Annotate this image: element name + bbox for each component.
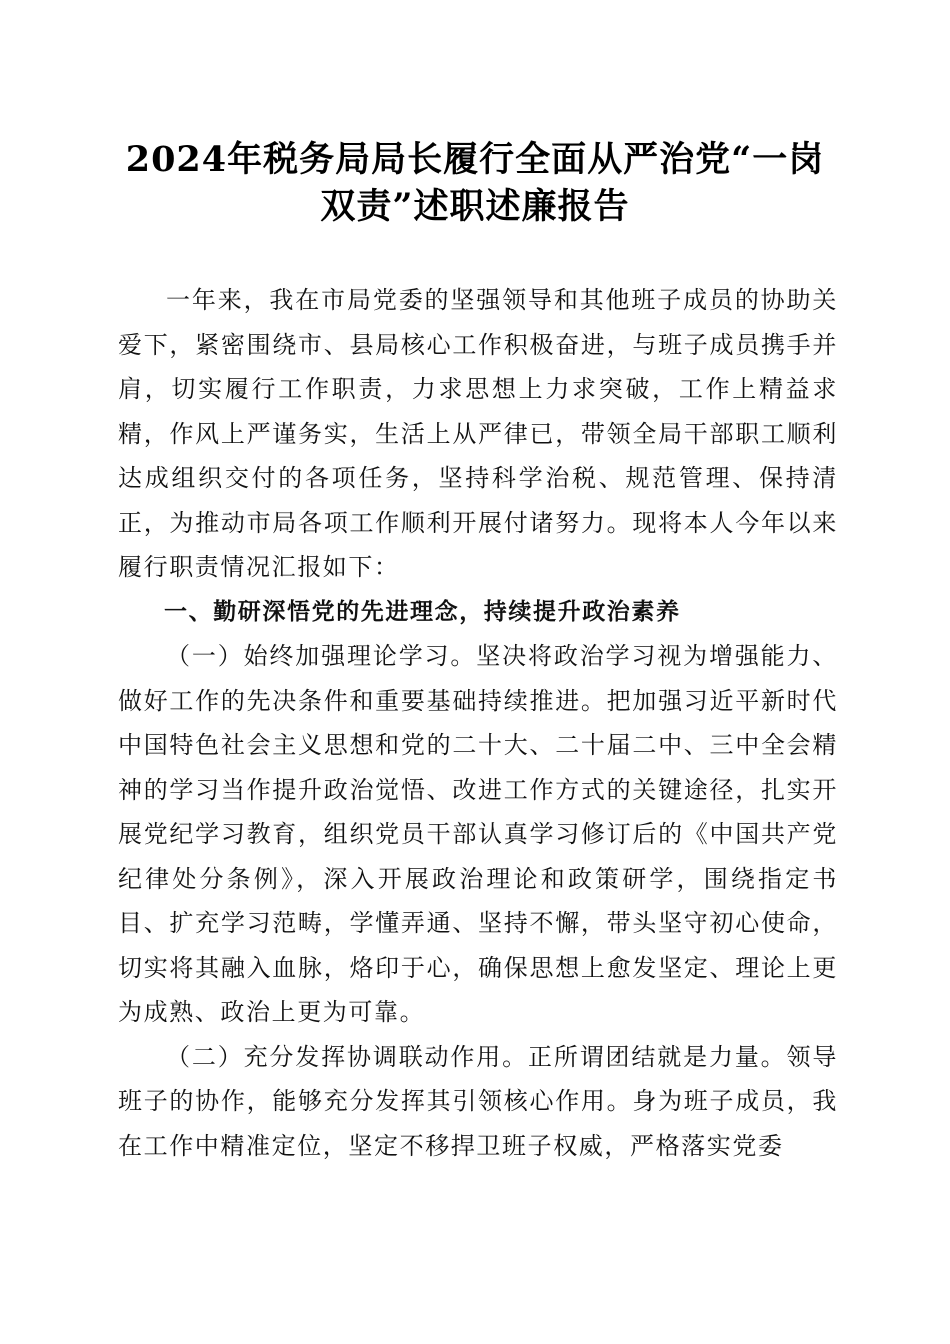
title-line-2: 双责”述职述廉报告 [320, 186, 630, 227]
document-body [118, 278, 838, 1168]
paragraph-coordination: （二）充分发挥协调联动作用。正所谓团结就是力量。领导班子的协作，能够充分发挥其引领核心作用。身为班子成员，我在工作中精准定位，坚定不移捍卫班子权威，严格落实党委 [118, 1042, 838, 1160]
title-line-1: 2024年税务局局长履行全面从严治党“一岗 [125, 139, 825, 180]
paragraph-theory-study: （一）始终加强理论学习。坚决将政治学习视为增强能力、做好工作的先决条件和重要基础持续推进。把加强习近平新时代中国特色社会主义思想和党的二十大、二十届二中、三中全会精神的学习当作提升政治觉悟、改进工作方式的关键途径，扎实开展党纪学习教育，组织党员干部认真学习修订后的《中国共产党纪律处分条例》，深入开展政治理论和政策研学，围绕指定书目、扩充学习范畴，学懂弄通、坚持不懈，带头坚守初心使命，切实将其融入血脉，烙印于心，确保思想上愈发坚定、理论上更为成熟、政治上更为可靠。 [118, 642, 838, 1026]
document-title [100, 136, 850, 230]
section-heading-1: 一、勤研深悟党的先进理念，持续提升政治素养 [164, 598, 681, 625]
intro-paragraph: 一年来，我在市局党委的坚强领导和其他班子成员的协助关爱下，紧密围绕市、县局核心工作积极奋进，与班子成员携手并肩，切实履行工作职责，力求思想上力求突破，工作上精益求精，作风上严谨务实，生活上从严律已，带领全局干部职工顺利达成组织交付的各项任务，坚持科学治税、规范管理、保持清正，为推动市局各项工作顺利开展付诸努力。现将本人今年以来履行职责情况汇报如下： [118, 286, 838, 581]
